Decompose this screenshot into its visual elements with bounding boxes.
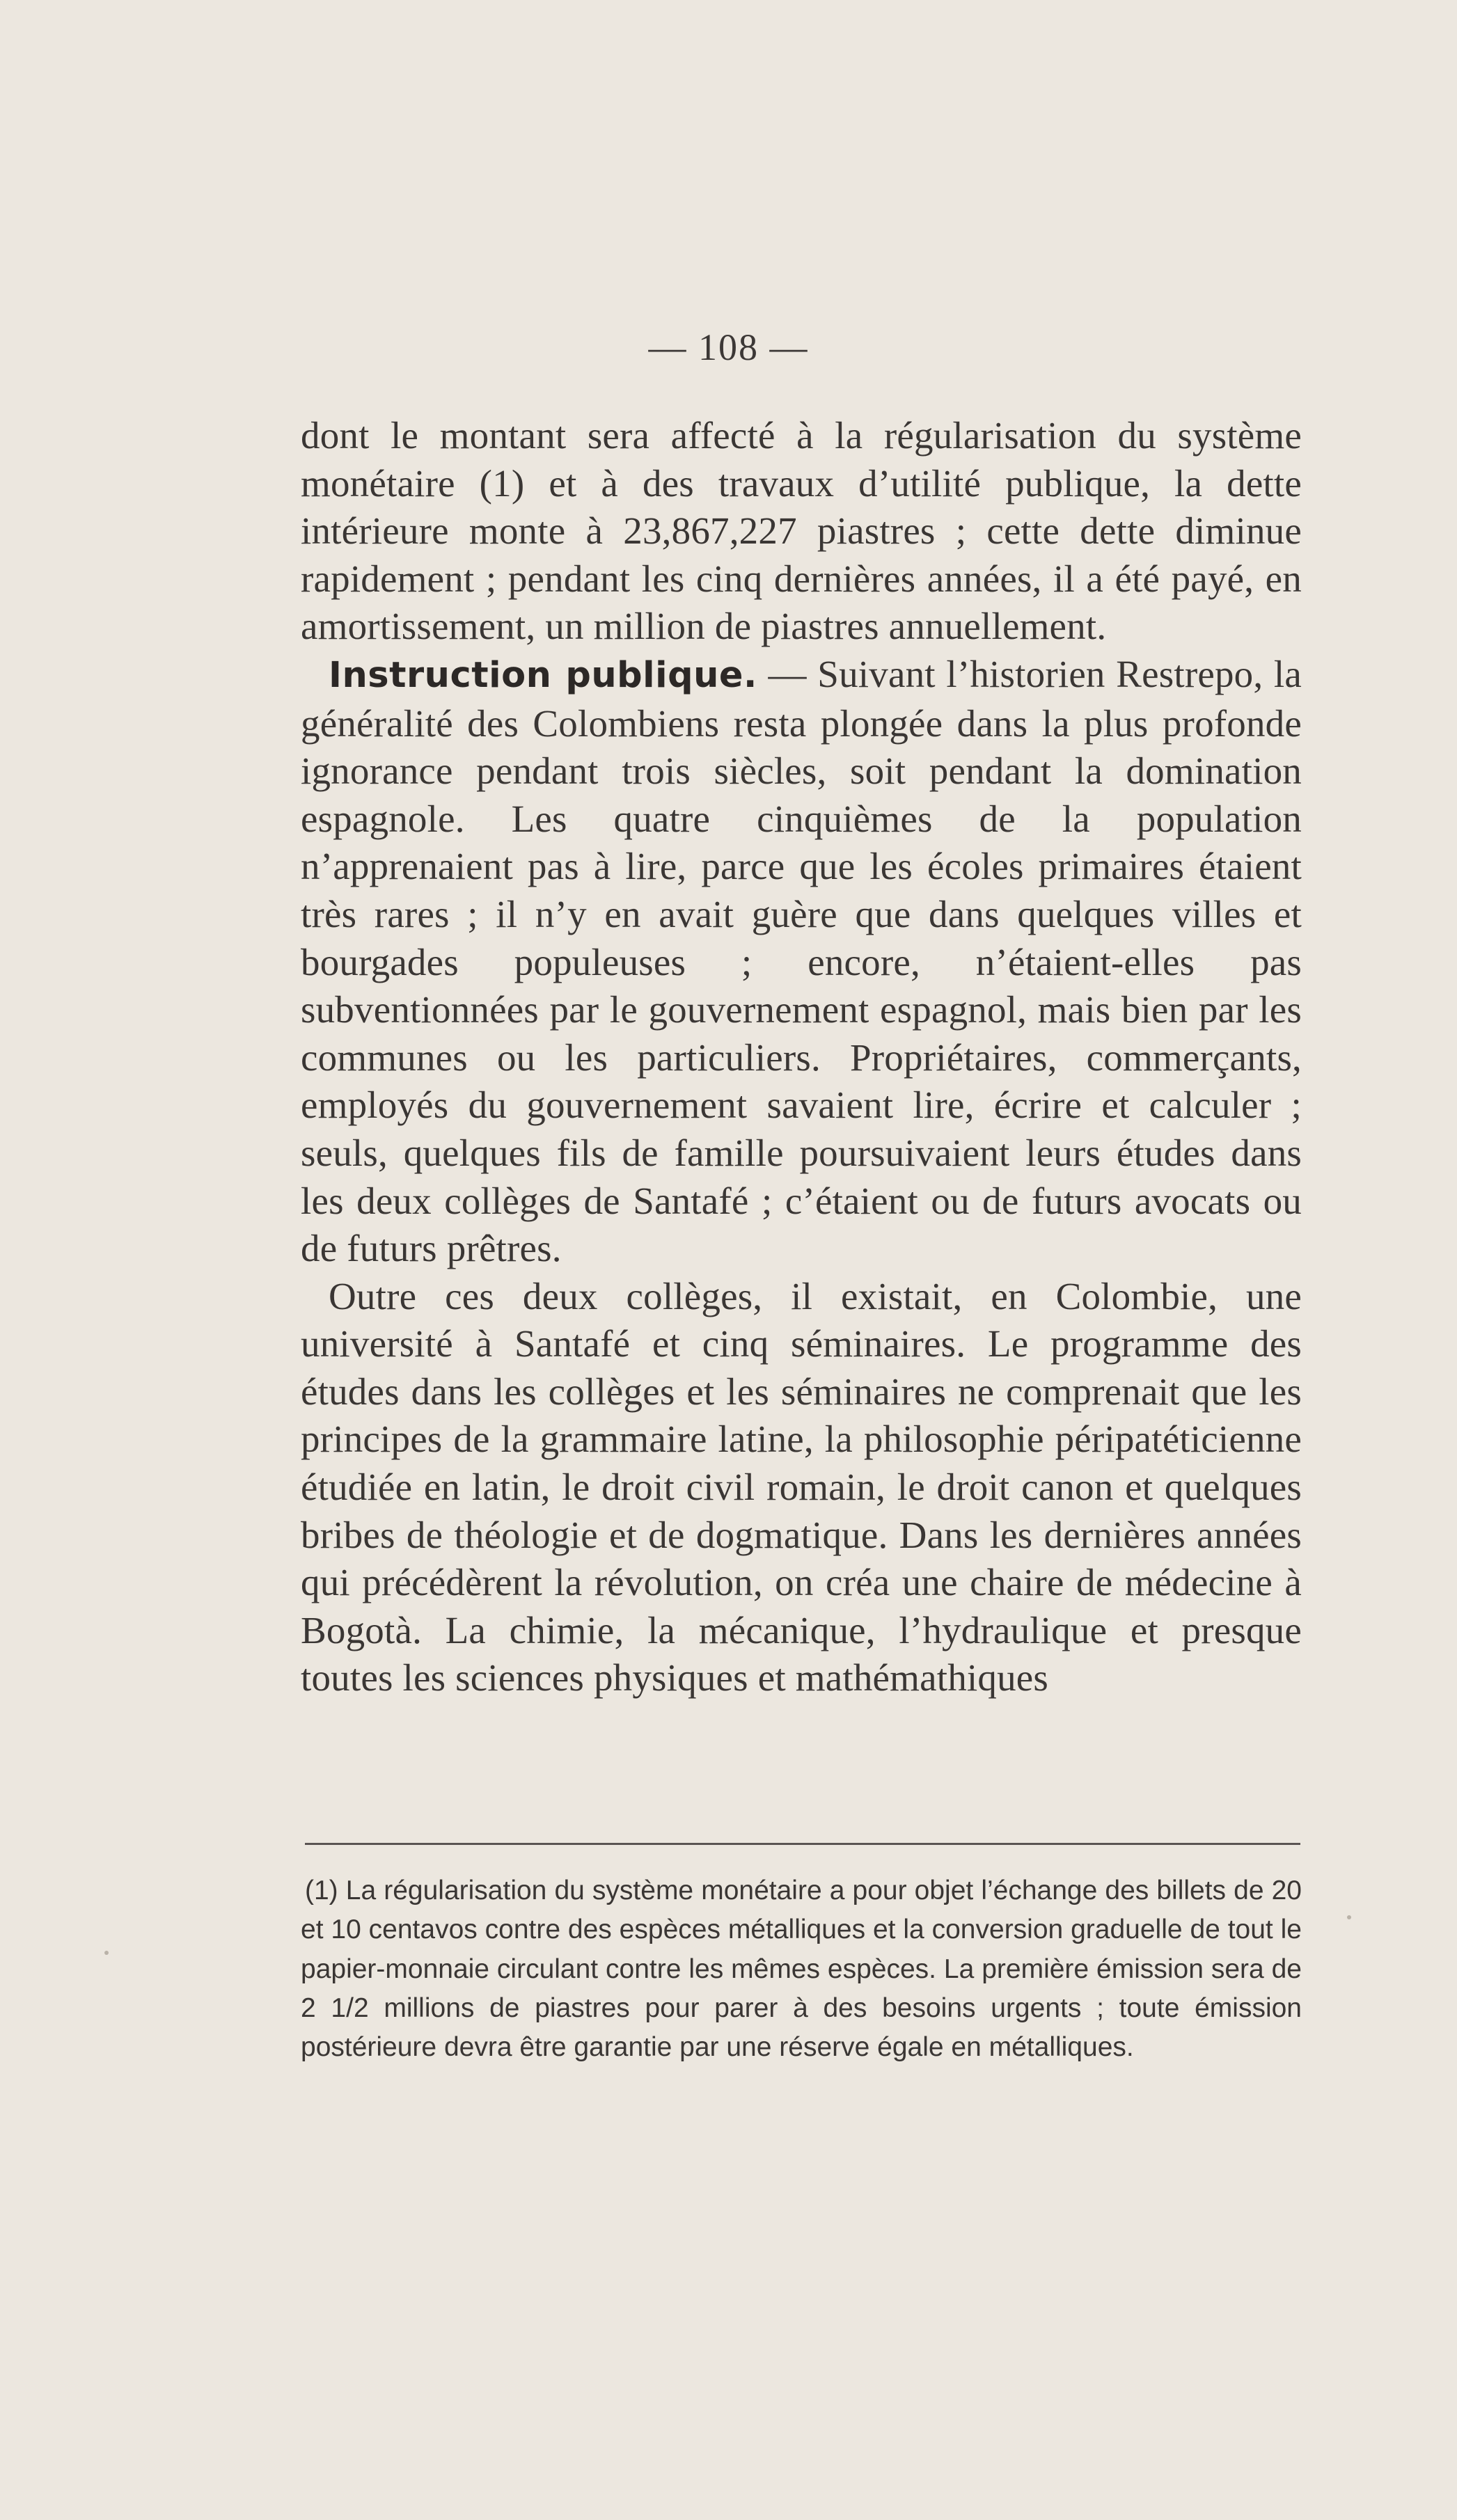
paper-speck [1347,1915,1351,1919]
paragraph-debt: dont le montant sera affecté à la régularisation du système monétaire (1) et à des travaux d’utilité publique, la dette intérieure monte à 23,867,227 piastres ; cette dette diminue rapidement ; pendant les cinq dernières années, il a été payé, en amortissement, un million de piastres annuellement. [301,414,1302,648]
footnote-separator [305,1843,1300,1845]
paragraph-colleges: Outre ces deux collèges, il existait, en Colombie, une université à Santafé et cinq séminaires. Le programme des études dans les collèges et les séminaires ne comprenait que les principes de la grammaire latine, la philosophie péripatéticienne étudiée en latin, le droit civil romain, le droit canon et quelques bribes de théologie et de dogmatique. Dans les dernières années qui précédèrent la révolution, on créa une chaire de médecine à Bogotà. La chimie, la mécanique, l’hydraulique et presque toutes les sciences physiques et mathémathiques [301,1274,1302,1699]
main-text [301,412,1302,1702]
paragraph-instruction [301,651,1302,1273]
footnote [301,1871,1302,2067]
paper-speck [104,1951,109,1955]
section-heading: Instruction publique. [329,654,757,696]
paragraph-instruction-text: — Suivant l’historien Restrepo, la généralité des Colombiens resta plongée dans la plus profonde ignorance pendant trois siècles, soit pendant la domination espagnole. Les quatre cinquièmes de la population n’apprenaient pas à lire, parce que les écoles primaires étaient très rares ; il n’y en avait guère que dans quelques villes et bourgades populeuses ; encore, n’étaient-elles pas subventionnées par le gouvernement espagnol, mais bien par les communes ou les particuliers. Propriétaires, commerçants, employés du gouvernement savaient lire, écrire et calculer ; seuls, quelques fils de famille poursuivaient leurs études dans les deux collèges de Santafé ; c’étaient ou de futurs avocats ou de futurs prêtres. [301,652,1302,1270]
footnote-text: (1) La régularisation du système monétaire a pour objet l’échange des billets de 20 et 10 centavos contre des espèces métalliques et la conversion graduelle de tout le papier-monnaie circulant contre les mêmes espèces. La première émission sera de 2 1/2 millions de piastres pour parer à des besoins urgents ; toute émission postérieure devra être garantie par une réserve égale en métalliques. [301,1876,1302,2063]
page-number: — 108 — [648,326,809,368]
